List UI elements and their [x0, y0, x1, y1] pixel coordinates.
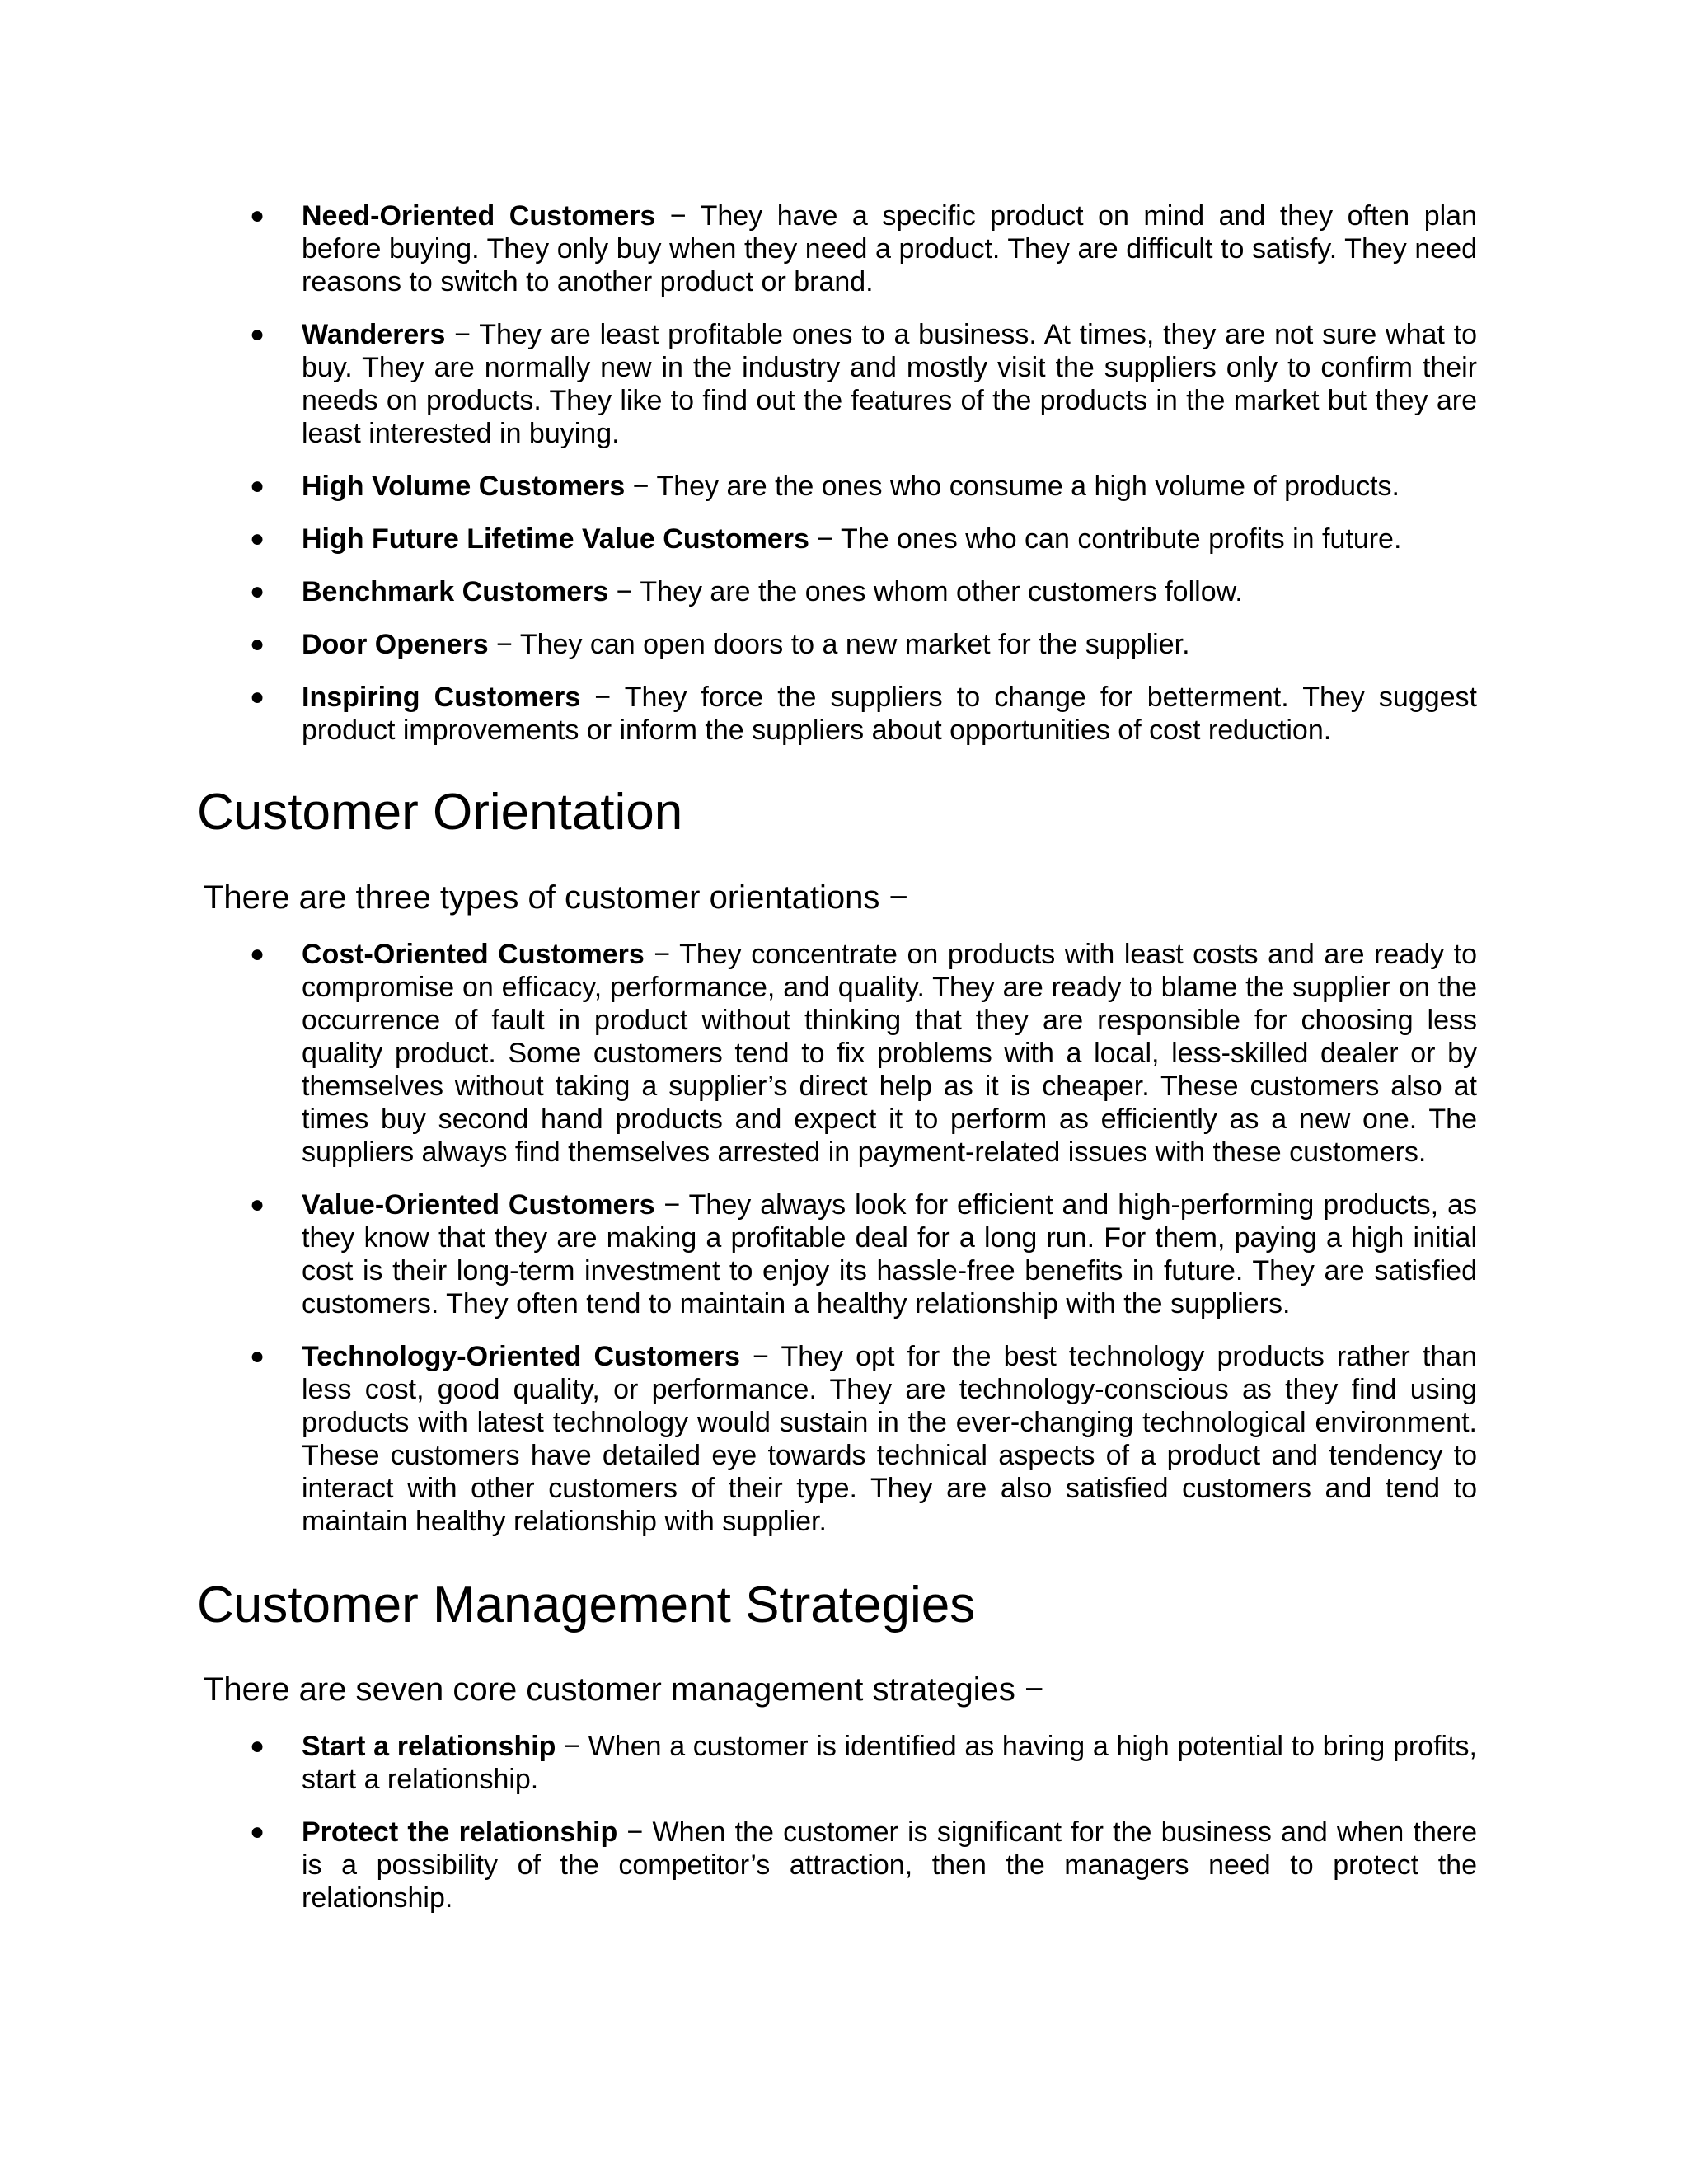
bullet-icon: ● — [250, 1343, 265, 1370]
list-item-text: − They are least profitable ones to a business. At times, they are not sure what to buy. They are normally new in the industry and mostly visit the suppliers only to confirm their needs on products. They like to find out the features of the products in the market but they are least interested in buying. — [302, 319, 1477, 449]
list-item — [250, 318, 1477, 450]
list-item — [250, 628, 1477, 661]
list-item-term: Start a relationship — [302, 1731, 556, 1762]
bullet-icon: ● — [250, 202, 265, 229]
bullet-icon: ● — [250, 630, 265, 658]
section-heading-customer-management-strategies: Customer Management Strategies — [197, 1577, 976, 1633]
section-intro: There are three types of customer orientations − — [204, 879, 908, 916]
list-item-term: High Volume Customers — [302, 471, 626, 502]
list-item — [250, 1730, 1477, 1796]
list-item-text: − They opt for the best technology products rather than less cost, good quality, or performance. They are technology-conscious as they find using products with latest technology would sustain in the ever-changing technological environment. These customers have detailed eye towards technical aspects of a product and tendency to interact with other customers of their type. They are also satisfied customers and tend to maintain healthy relationship with supplier. — [302, 1341, 1478, 1537]
list-item-text: − They are the ones who consume a high volume of products. — [625, 471, 1400, 502]
list-item-text: − They always look for efficient and high-performing products, as they know that they are making a profitable deal for a long run. For them, paying a high initial cost is their long-term investment to enjoy its hassle-free benefits in future. They are satisfied customers. They often tend to maintain a healthy relationship with the suppliers. — [302, 1189, 1477, 1319]
bullet-icon: ● — [250, 578, 265, 605]
bullet-icon: ● — [250, 525, 265, 552]
list-item-term: Benchmark Customers — [302, 576, 609, 607]
bullet-icon: ● — [250, 472, 265, 499]
list-item-text: − The ones who can contribute profits in future. — [809, 523, 1402, 555]
list-item — [250, 470, 1477, 503]
list-item-term: Wanderers — [302, 319, 446, 350]
list-item-text: − When the customer is significant for the business and when there is a possibility of the competitor’s attraction, then the managers need to protect the relationship. — [302, 1816, 1477, 1914]
list-item-term: Protect the relationship — [302, 1816, 618, 1848]
section-heading-customer-orientation: Customer Orientation — [197, 784, 683, 841]
bullet-icon: ● — [250, 1191, 265, 1218]
bullet-icon: ● — [250, 1818, 265, 1845]
list-item-term: Cost-Oriented Customers — [302, 939, 645, 970]
list-item-text: − They can open doors to a new market for the supplier. — [488, 629, 1190, 660]
bullet-icon: ● — [250, 1732, 265, 1760]
list-item-term: High Future Lifetime Value Customers — [302, 523, 809, 555]
list-item-term: Need-Oriented Customers — [302, 200, 656, 232]
list-item-term: Door Openers — [302, 629, 489, 660]
customer-types-list — [0, 199, 1688, 766]
list-item-text: − They force the suppliers to change for betterment. They suggest product improvements or inform the suppliers about opportunities of cost reduction. — [302, 682, 1477, 746]
list-item — [250, 938, 1477, 1169]
list-item — [250, 681, 1477, 747]
list-item — [250, 1816, 1477, 1915]
list-item-term: Value-Oriented Customers — [302, 1189, 655, 1221]
customer-orientation-list — [0, 938, 1688, 1558]
list-item-text: − When a customer is identified as having a high potential to bring profits, start a relationship. — [302, 1731, 1477, 1795]
list-item — [250, 1340, 1478, 1538]
management-strategies-list — [0, 1730, 1688, 1934]
bullet-icon: ● — [250, 940, 265, 968]
list-item-term: Technology-Oriented Customers — [302, 1341, 741, 1372]
list-item-text: − They are the ones whom other customers follow. — [608, 576, 1243, 607]
list-item — [250, 199, 1477, 298]
list-item-text: − They concentrate on products with least costs and are ready to compromise on efficacy, performance, and quality. They are ready to blame the supplier on the occurrence of fault in product without thinking that they are responsible for choosing less quality product. Some customers tend to fix problems with a local, less-skilled dealer or by themselves without taking a supplier’s direct help as it is cheaper. These customers also at times buy second hand products and expect it to perform as efficiently as a new one. The suppliers always find themselves arrested in payment-related issues with these customers. — [302, 939, 1477, 1168]
list-item — [250, 575, 1477, 608]
bullet-icon: ● — [250, 321, 265, 348]
list-item — [250, 523, 1477, 555]
list-item-term: Inspiring Customers — [302, 682, 581, 713]
list-item — [250, 1188, 1477, 1320]
section-intro: There are seven core customer management strategies − — [204, 1671, 1044, 1708]
bullet-icon: ● — [250, 683, 265, 710]
list-item-text: − They have a specific product on mind and they often plan before buying. They only buy when they need a product. They are difficult to satisfy. They need reasons to switch to another product or brand. — [302, 200, 1477, 298]
